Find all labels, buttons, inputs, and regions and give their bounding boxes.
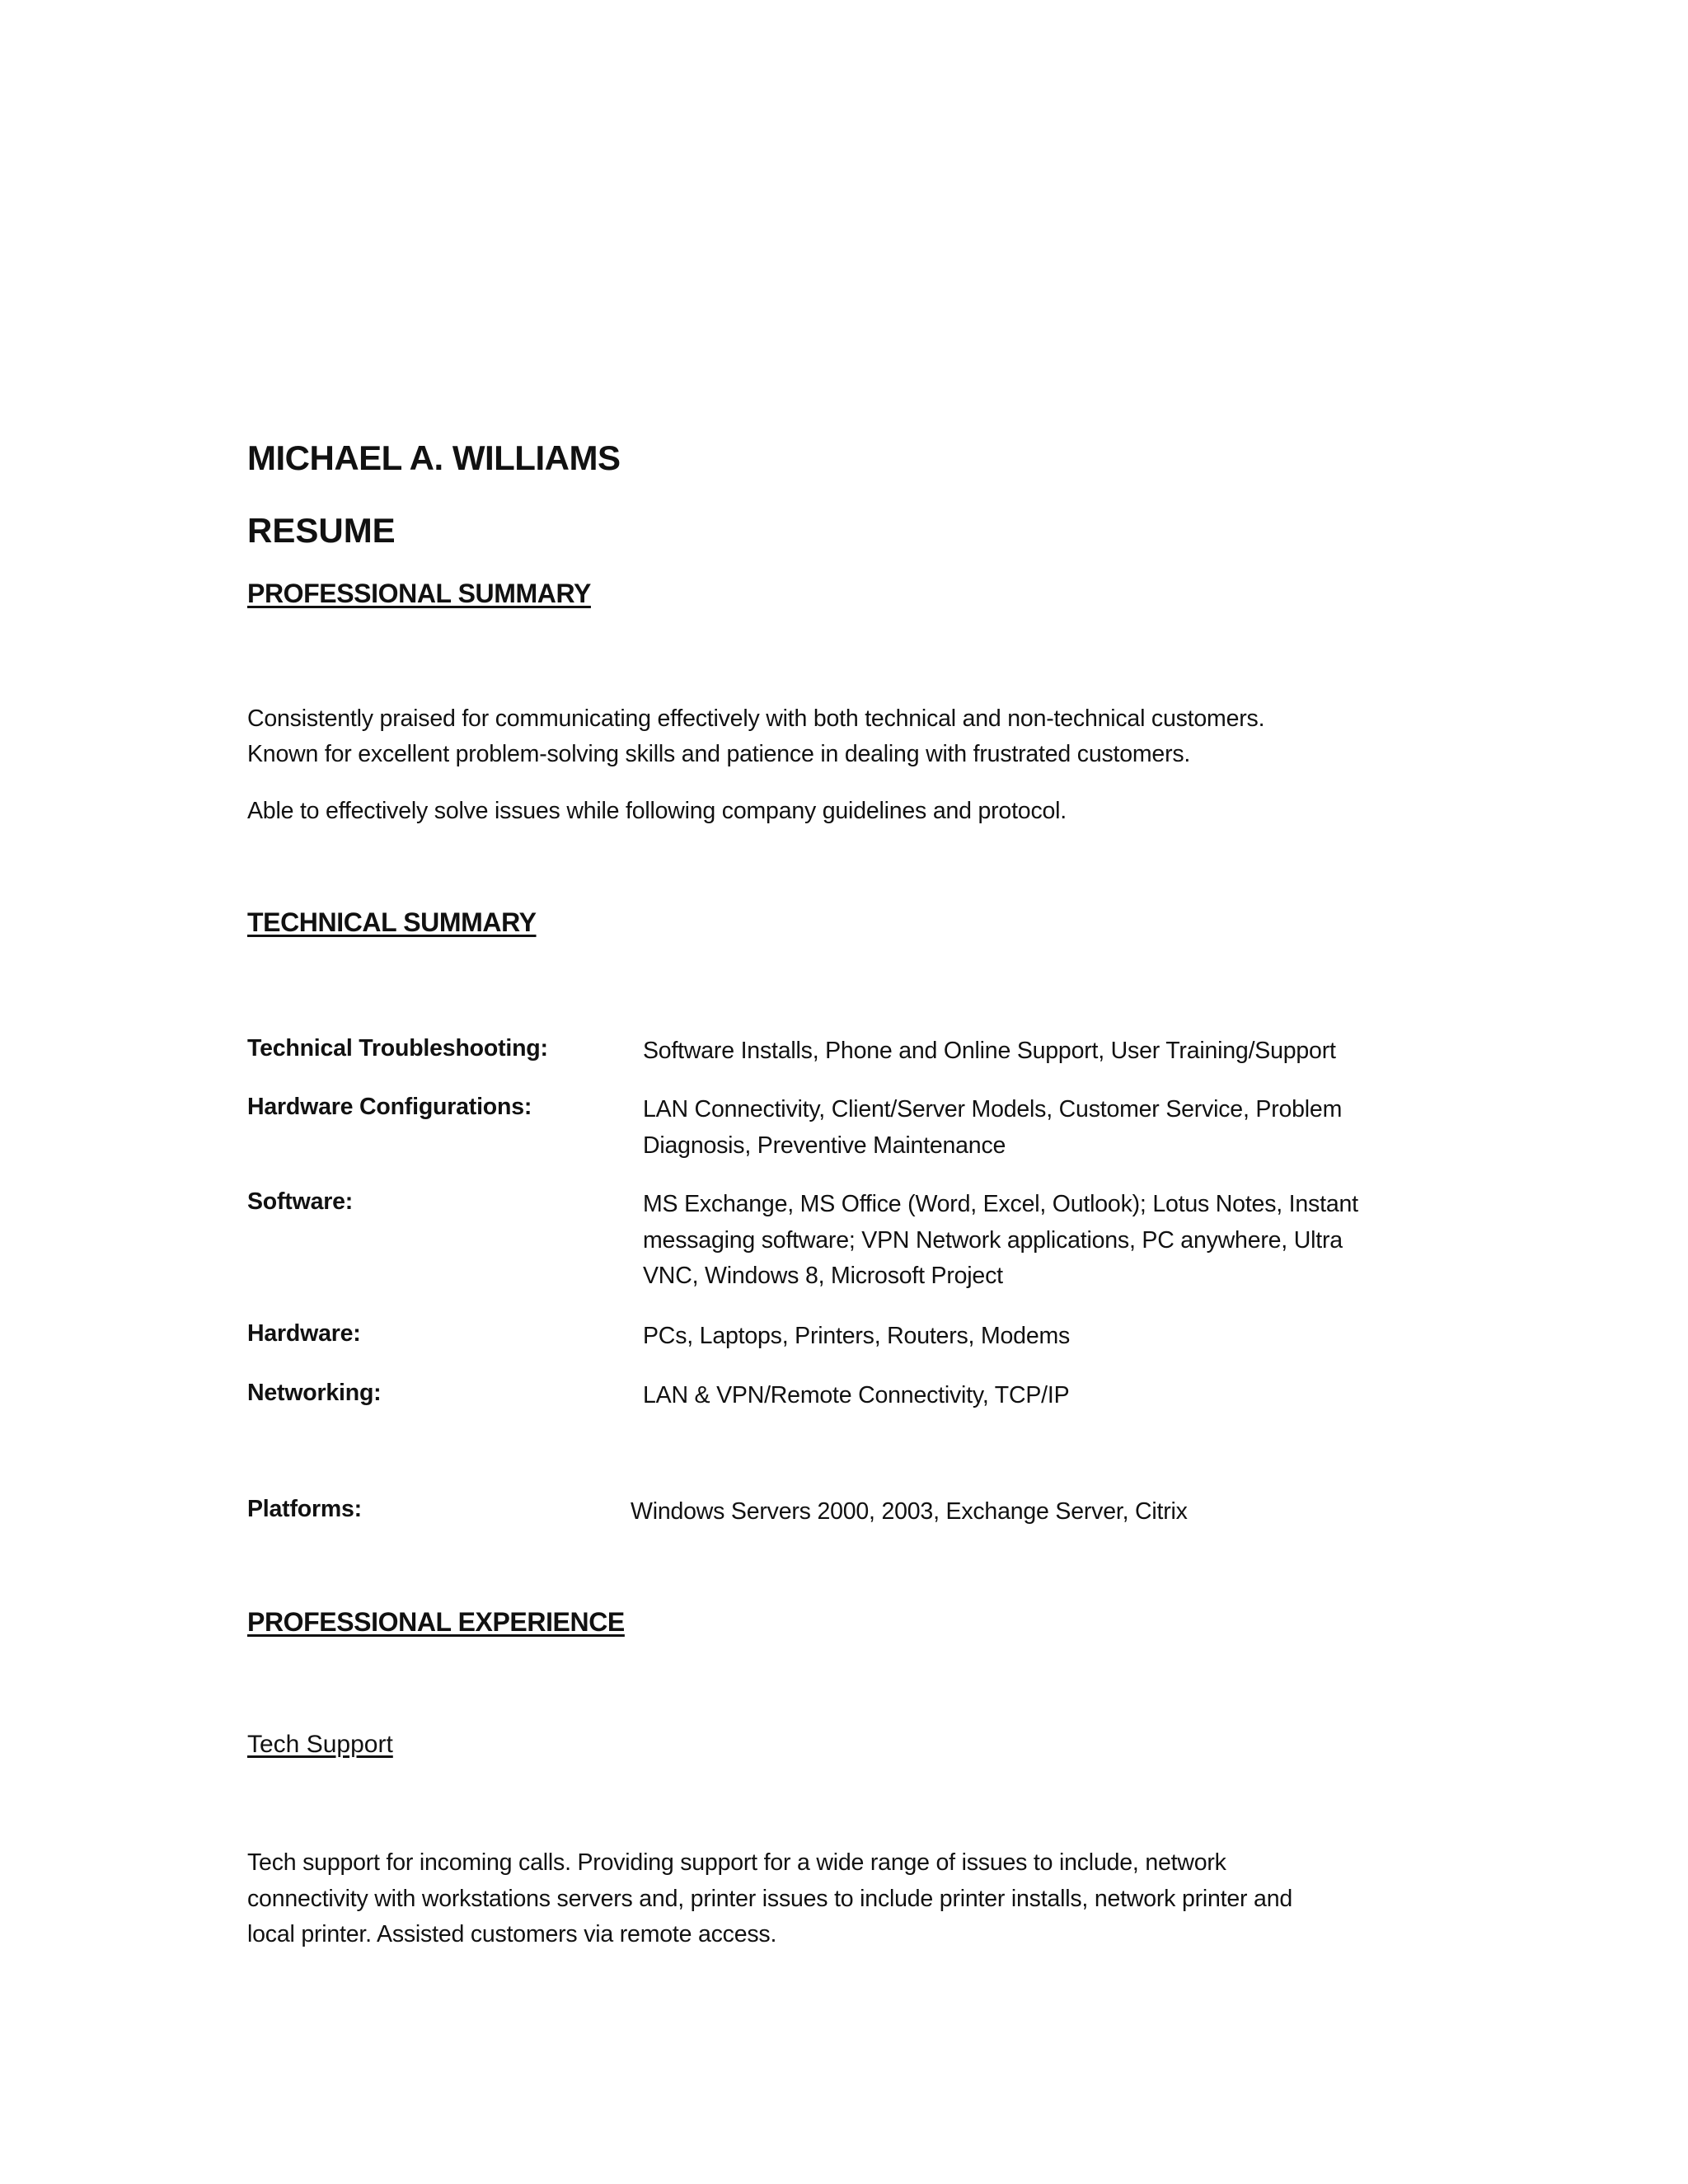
summary-line: Able to effectively solve issues while following company guidelines and protocol.	[247, 798, 1067, 824]
job-description-line: Tech support for incoming calls. Providing support for a wide range of issues to include, network	[247, 1849, 1226, 1876]
job-description-line: connectivity with workstations servers and, printer issues to include printer installs, network printer and	[247, 1886, 1293, 1912]
tech-value-hardware-configurations: Diagnosis, Preventive Maintenance	[643, 1132, 1006, 1159]
tech-value-hardware-configurations: LAN Connectivity, Client/Server Models, Customer Service, Problem	[643, 1096, 1343, 1122]
summary-line: Known for excellent problem-solving skills and patience in dealing with frustrated customers.	[247, 741, 1191, 767]
tech-label-hardware: Hardware:	[247, 1320, 361, 1347]
tech-label-software: Software:	[247, 1188, 354, 1215]
tech-label-networking: Networking:	[247, 1380, 382, 1406]
tech-label-hardware-configurations: Hardware Configurations:	[247, 1094, 532, 1120]
tech-value-software: messaging software; VPN Network applications, PC anywhere, Ultra	[643, 1227, 1343, 1254]
tech-value-software: VNC, Windows 8, Microsoft Project	[643, 1263, 1003, 1289]
tech-value-troubleshooting: Software Installs, Phone and Online Support, User Training/Support	[643, 1038, 1336, 1064]
job-description-line: local printer. Assisted customers via remote access.	[247, 1921, 777, 1947]
tech-label-troubleshooting: Technical Troubleshooting:	[247, 1035, 548, 1062]
document-title: RESUME	[247, 511, 396, 550]
professional-summary-heading: PROFESSIONAL SUMMARY	[247, 579, 591, 608]
technical-summary-heading: TECHNICAL SUMMARY	[247, 907, 537, 937]
tech-value-platforms: Windows Servers 2000, 2003, Exchange Server, Citrix	[631, 1498, 1188, 1525]
professional-experience-heading: PROFESSIONAL EXPERIENCE	[247, 1607, 625, 1637]
job-title: Tech Support	[247, 1731, 393, 1758]
tech-label-platforms: Platforms:	[247, 1496, 362, 1522]
summary-line: Consistently praised for communicating effectively with both technical and non-technical customers.	[247, 705, 1265, 732]
tech-value-hardware: PCs, Laptops, Printers, Routers, Modems	[643, 1323, 1071, 1349]
tech-value-software: MS Exchange, MS Office (Word, Excel, Outlook); Lotus Notes, Instant	[643, 1191, 1358, 1217]
candidate-name: MICHAEL A. WILLIAMS	[247, 438, 621, 477]
tech-value-networking: LAN & VPN/Remote Connectivity, TCP/IP	[643, 1382, 1070, 1408]
